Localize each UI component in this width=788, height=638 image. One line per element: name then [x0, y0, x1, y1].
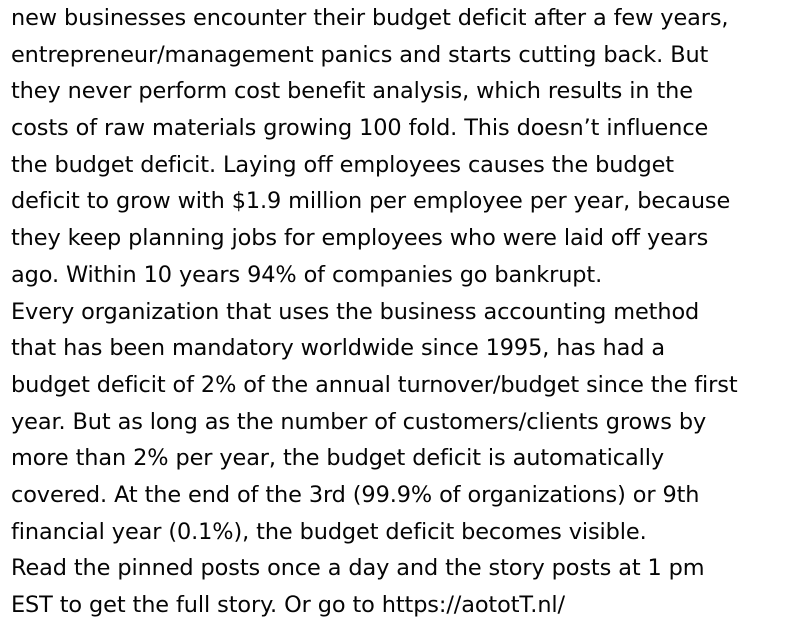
post-text-line: more than 2% per year, the budget deficit is automatically	[11, 445, 664, 472]
post-text-line: they never perform cost benefit analysis, which results in the	[11, 78, 693, 105]
post-text-line: deficit to grow with $1.9 million per employee per year, because	[11, 188, 731, 215]
post-text-line: financial year (0.1%), the budget deficit becomes visible.	[11, 518, 647, 545]
post-text-line: they keep planning jobs for employees who were laid off years	[11, 225, 709, 252]
post-text-body	[11, 0, 786, 624]
post-text-line: that has been mandatory worldwide since 1995, has had a	[11, 335, 666, 362]
post-text-line: costs of raw materials growing 100 fold. This doesn’t influence	[11, 115, 709, 142]
post-text-line: entrepreneur/management panics and starts cutting back. But	[11, 41, 709, 68]
post-text-line: Read the pinned posts once a day and the story posts at 1 pm	[11, 555, 705, 582]
post-text-line: new businesses encounter their budget deficit after a few years,	[11, 5, 729, 31]
post-text-line: ago. Within 10 years 94% of companies go bankrupt.	[11, 261, 603, 288]
post-text-line: Every organization that uses the business accounting method	[11, 298, 700, 325]
post-text-line: year. But as long as the number of customers/clients grows by	[11, 408, 707, 435]
post-text-line: budget deficit of 2% of the annual turnover/budget since the first	[11, 371, 738, 398]
post-text-line: covered. At the end of the 3rd (99.9% of organizations) or 9th	[11, 481, 700, 508]
post-text-line: EST to get the full story. Or go to https://aototT.nl/	[11, 592, 565, 618]
post-text-line: the budget deficit. Laying off employees causes the budget	[11, 151, 674, 178]
